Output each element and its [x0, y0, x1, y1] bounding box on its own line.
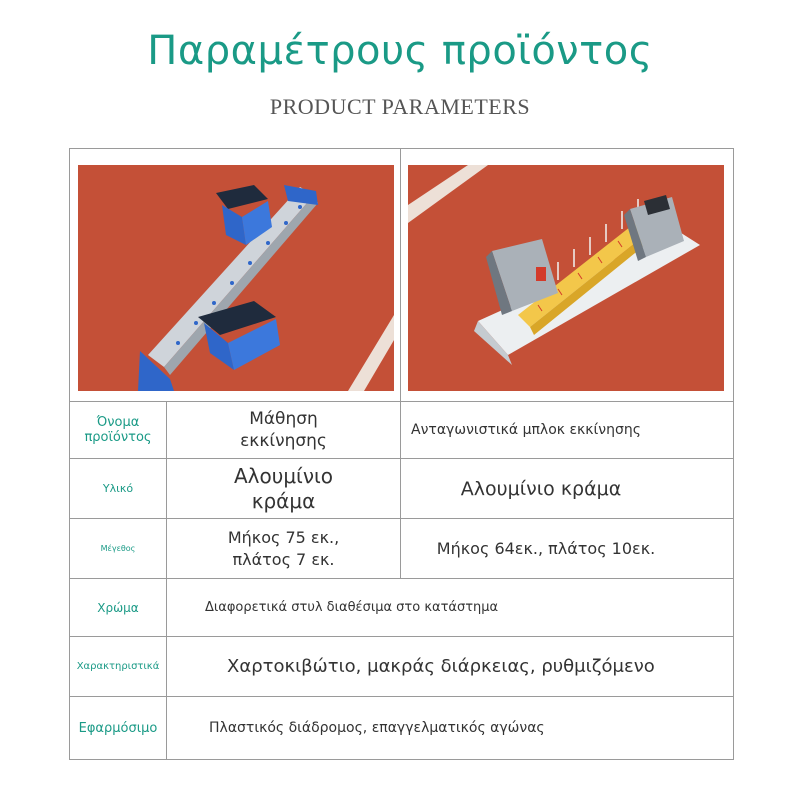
page-title: Παραμέτρους προϊόντος [147, 28, 653, 74]
parameters-table [69, 148, 734, 760]
page-subtitle: PRODUCT PARAMETERS [269, 94, 531, 119]
label-size: Μέγεθος [100, 544, 136, 553]
value-color: Διαφορετικά στυλ διαθέσιμα στο κατάστημα [205, 600, 499, 615]
competition-starting-block-image [408, 165, 724, 391]
label-material: Υλικό [102, 482, 134, 495]
value-product-name-left: Μάθηση εκκίνησης [240, 409, 327, 451]
value-features: Χαρτοκιβώτιο, μακράς διάρκειας, ρυθμιζόμενο [227, 656, 655, 677]
value-product-name-right: Ανταγωνιστικά μπλοκ εκκίνησης [411, 422, 641, 438]
blue-starting-block-image [78, 165, 394, 391]
label-color: Χρώμα [97, 600, 139, 615]
label-application: Εφαρμόσιμο [78, 720, 158, 736]
label-product-name: Όνομα προϊόντος [84, 415, 152, 445]
value-application: Πλαστικός διάδρομος, επαγγελματικός αγώνας [209, 720, 545, 736]
value-size-right: Μήκος 64εκ., πλάτος 10εκ. [436, 539, 656, 558]
value-size-left: Μήκος 75 εκ., πλάτος 7 εκ. [227, 527, 340, 569]
label-features: Χαρακτηριστικά [76, 661, 160, 672]
value-material-right: Αλουμίνιο κράμα [460, 477, 622, 500]
value-material-left: Αλουμίνιο κράμα [234, 463, 333, 513]
